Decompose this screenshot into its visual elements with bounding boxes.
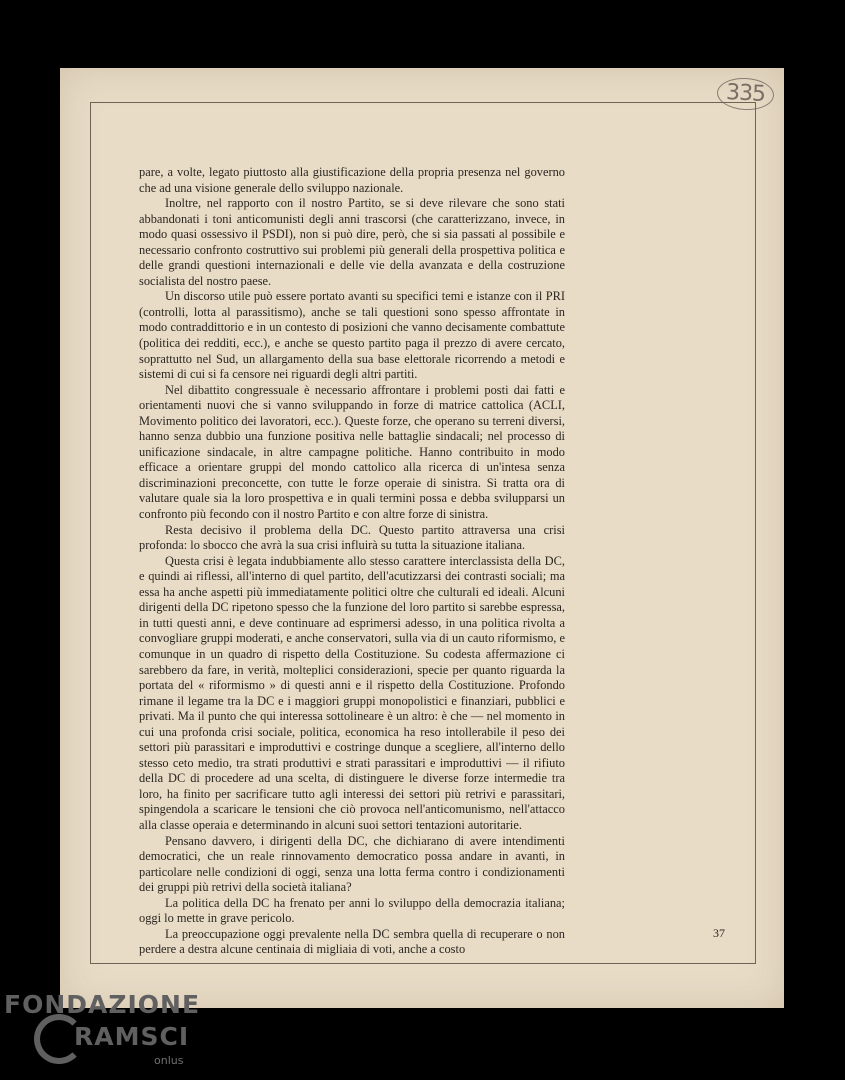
paragraph-8: La politica della DC ha frenato per anni lo sviluppo della democrazia italiana; oggi lo mette in grave pericolo.	[139, 895, 565, 926]
paragraph-1: pare, a volte, legato piuttosto alla giustificazione della propria presenza nel governo che ad una visione generale dello sviluppo nazionale.	[139, 165, 565, 195]
paragraph-2: Inoltre, nel rapporto con il nostro Partito, se si deve rilevare che sono stati abbandonati i toni anticomunisti degli anni trascorsi (che caratterizzano, invece, in modo quasi ossessivo il PSDI), non si può dire, però, che si sia passati al possibile e necessario confronto costruttivo sui problemi più generali della prospettiva politica e delle grandi questioni internazionali e delle vie della avanzata e della costruzione socialista del nostro paese.	[139, 196, 565, 288]
paragraph-6: Questa crisi è legata indubbiamente allo stesso carattere interclassista della DC, e quindi ai riflessi, all'interno di quel partito, dell'acutizzarsi dei contrasti sociali; ma essa ha anche aspetti più immediatamente politici oltre che culturali ed ideali. Alcuni dirigenti della DC ripetono spesso che la funzione del loro partito si sarebbe espressa, in tutti questi anni, e deve continuare ad esprimersi adesso, in una politica rivolta a convogliare gruppi moderati, e anche conservatori, sulla via di un cauto riformismo, e comunque in un quadro di rispetto della Costituzione. Su codesta affermazione ci sarebbero da fare, in verità, molteplici considerazioni, specie per quanto riguarda la portata del « riformismo » di questi anni e il rispetto della Costituzione. Profondo rimane il legame tra la DC e i maggiori gruppi monopolistici e finanziari, pubblici e privati. Ma il punto che qui interessa sottolineare è un altro: è che — nel momento in cui una profonda crisi sociale, politica, economica ha reso intollerabile il peso dei settori più parassitari e improduttivi e costringe dunque a scegliere, all'interno dello stesso ceto medio, tra strati produttivi e strati parassitari e improduttivi — il rifiuto della DC di procedere ad una scelta, di distinguere le diverse forze intermedie tra loro, ha finito per sacrificare tutto agli interessi dei settori più retrivi e parassitari, spingendola a scaricare le tensioni che ciò provoca nell'anticomunismo, nell'attacco alla classe operaia e determinando in alcuni suoi settori tentazioni autoritarie.	[139, 553, 565, 832]
paragraph-7: Pensano davvero, i dirigenti della DC, che dichiarano di avere intendimenti democratici, che un reale rinnovamento democratico possa andare in avanti, in particolare nelle condizioni di oggi, senza una lotta ferma contro i condizionamenti dei gruppi più retrivi della società italiana?	[139, 833, 565, 895]
paragraph-9: La preoccupazione oggi prevalente nella DC sembra quella di recuperare o non perdere a destra alcune centinaia di migliaia di voti, anche a costo	[139, 926, 565, 957]
logo-text-line2: RAMSCI	[74, 1022, 190, 1051]
paragraph-4: Nel dibattito congressuale è necessario affrontare i problemi posti dai fatti e orientamenti nuovi che si vanno sviluppando in forze di matrice cattolica (ACLI, Movimento politico dei lavoratori, ecc.). Queste forze, che operano su terreni diversi, hanno senza dubbio una funzione positiva nelle battaglie sindacali; nel processo di unificazione sindacale, in altre campagne politiche. Hanno contribuito in modo efficace a orientare gruppi del mondo cattolico alla ricerca di un'intesa senza discriminazioni preconcette, con tutte le forze operaie di sinistra. Si tratta ora di valutare quale sia la loro prospettiva e in quali termini possa e debba svilupparsi un confronto più fecondo con il nostro Partito e con altre forze di sinistra.	[139, 382, 565, 522]
text-column	[139, 165, 565, 958]
logo-text-line3: onlus	[154, 1054, 184, 1067]
page-number: 37	[713, 926, 725, 940]
paragraph-3: Un discorso utile può essere portato avanti su specifici temi e istanze con il PRI (controlli, lotta al parassitismo), anche se tali questioni sono spesso affrontate in modo contraddittorio e in un contesto di posizioni che vanno decisamente combattute (politica dei redditi, ecc.), e anche se questo partito paga il prezzo di avere cercato, soprattutto nel Sud, un allargamento della sua base elettorale ricorrendo a metodi e sistemi di cui si fa censore nei riguardi degli altri partiti.	[139, 289, 565, 382]
paragraph-5: Resta decisivo il problema della DC. Questo partito attraversa una crisi profonda: lo sbocco che avrà la sua crisi influirà su tutta la situazione italiana.	[139, 522, 565, 553]
document-page	[60, 68, 784, 1008]
fondazione-gramsci-logo	[4, 988, 214, 1078]
logo-text-line1: FONDAZIONE	[4, 990, 201, 1019]
page-frame	[90, 102, 756, 964]
archive-number: 335	[716, 77, 775, 112]
